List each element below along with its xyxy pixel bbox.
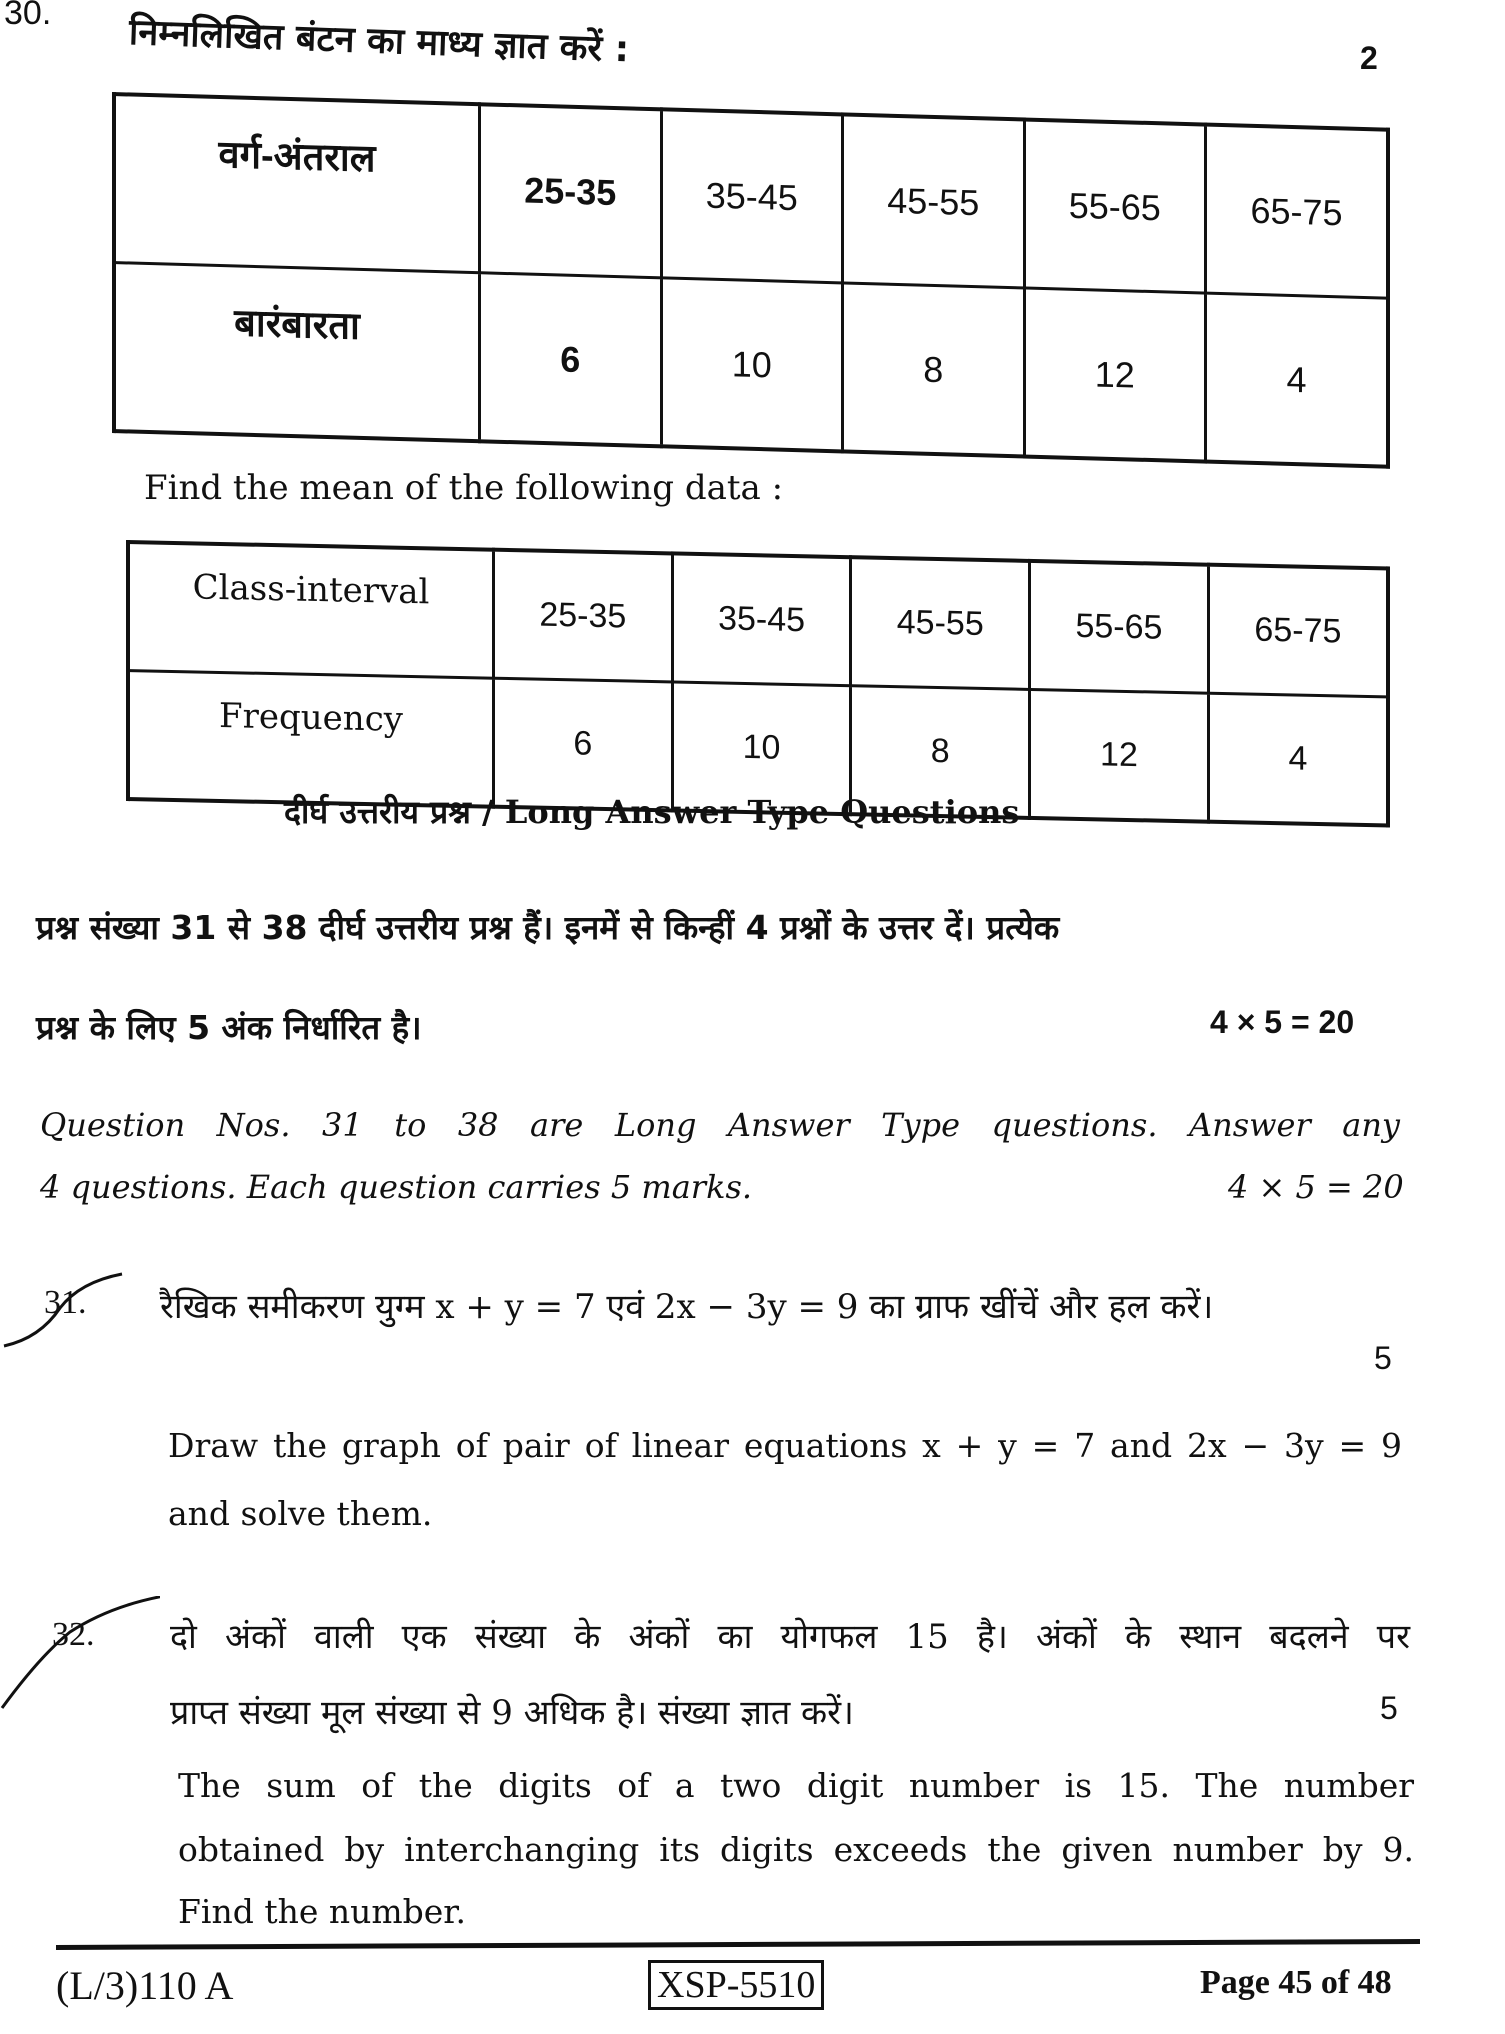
row-label: Frequency (128, 671, 494, 807)
question-30-marks: 2 (1360, 40, 1378, 76)
section-heading-english: Long Answer Type Questions (504, 793, 1020, 831)
table-cell: 55-65 (1030, 561, 1209, 693)
section-heading (284, 790, 1019, 833)
instructions-english-line-2: 4 questions. Each question carries 5 marks. (40, 1168, 753, 1206)
hindi-frequency-table (112, 92, 1390, 469)
question-31-hindi-text: रैखिक समीकरण युग्म x + y = 7 एवं 2x − 3y = 9 का ग्राफ खींचें और हल करें। (160, 1287, 1214, 1327)
table-cell: 55-65 (1024, 119, 1206, 293)
table-cell: 12 (1030, 689, 1209, 821)
table-cell: 25-35 (480, 104, 662, 278)
question-32-marks: 5 (1380, 1690, 1398, 1726)
question-32-number: 32. (52, 1616, 95, 1653)
footer-divider (56, 1939, 1420, 1950)
table-cell: 6 (480, 273, 662, 447)
row-label: बारंबारता (114, 263, 480, 442)
table-cell: 4 (1206, 293, 1389, 467)
question-31-english-line-2: and solve them. (168, 1494, 433, 1533)
instructions-hindi-line-2: प्रश्न के लिए 5 अंक निर्धारित है। (36, 1008, 422, 1047)
table-cell: 8 (843, 283, 1025, 457)
table-cell: 65-75 (1208, 565, 1388, 697)
question-32-hindi-line-1: दो अंकों वाली एक संख्या के अंकों का योगफल 15 है। अंकों के स्थान बदलने पर (170, 1617, 1410, 1657)
question-30-number: 30. (4, 0, 52, 32)
section-heading-hindi: दीर्घ उत्तरीय प्रश्न (284, 793, 471, 831)
question-30-hindi-prompt: निम्नलिखित बंटन का माध्य ज्ञात करें : (128, 11, 630, 71)
table-cell: 10 (661, 278, 843, 452)
footer-page-number: Page 45 of 48 (1200, 1964, 1392, 2001)
instructions-english-line-1: Question Nos. 31 to 38 are Long Answer Type questions. Answer any (40, 1106, 1400, 1144)
question-32-hindi-line-2: प्राप्त संख्या मूल संख्या से 9 अधिक है। संख्या ज्ञात करें। (170, 1693, 854, 1733)
section-heading-separator: / (470, 793, 505, 831)
instructions-hindi-marks: 4 × 5 = 20 (1210, 1004, 1355, 1040)
question-32-english-line-2: obtained by interchanging its digits exceeds the given number by 9. (178, 1830, 1414, 1869)
table-cell: 8 (851, 686, 1030, 818)
instructions-hindi-line-1: प्रश्न संख्या 31 से 38 दीर्घ उत्तरीय प्रश्न हैं। इनमें से किन्हीं 4 प्रश्नों के उत्तर दें। प्रत्येक (36, 908, 1060, 947)
table-cell: 4 (1208, 693, 1388, 825)
table-cell: 6 (494, 678, 673, 810)
table-cell: 65-75 (1206, 125, 1389, 299)
table-row-frequency (114, 263, 1388, 467)
row-label: वर्ग-अंतराल (114, 94, 480, 273)
table-cell: 35-45 (661, 109, 843, 283)
table-cell: 35-45 (672, 553, 851, 685)
checkmark-icon (0, 1596, 160, 1716)
table-cell: 45-55 (851, 557, 1030, 689)
english-frequency-table (126, 540, 1390, 827)
question-32-english-line-1: The sum of the digits of a two digit number is 15. The number (178, 1766, 1414, 1805)
row-label: Class-interval (128, 542, 494, 678)
table-cell: 12 (1024, 288, 1206, 462)
question-31-number: 31. (44, 1284, 87, 1321)
question-30-english-prompt: Find the mean of the following data : (144, 468, 784, 508)
question-32-english-line-3: Find the number. (178, 1892, 466, 1931)
table-cell: 45-55 (843, 114, 1025, 288)
question-31-english-line-1: Draw the graph of pair of linear equations x + y = 7 and 2x − 3y = 9 (168, 1426, 1402, 1465)
footer-paper-code: (L/3)110 A (56, 1963, 234, 2008)
table-cell: 10 (672, 682, 851, 814)
question-31-marks: 5 (1374, 1340, 1392, 1376)
table-cell: 25-35 (494, 550, 673, 682)
footer-series-code: XSP-5510 (648, 1960, 824, 2010)
instructions-english-marks: 4 × 5 = 20 (1228, 1168, 1404, 1206)
